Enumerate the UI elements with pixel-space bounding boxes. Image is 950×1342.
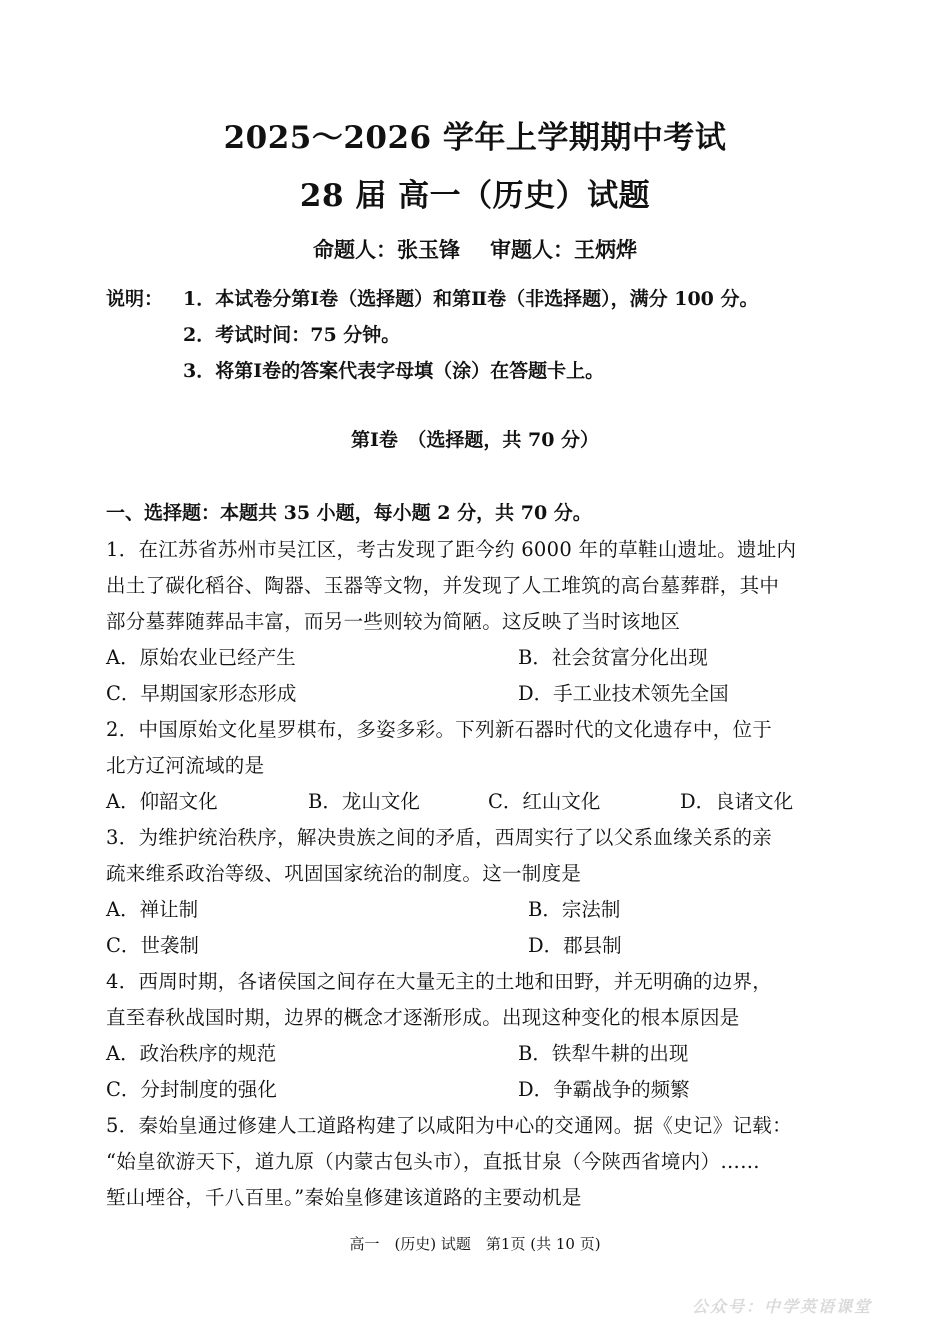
option-c: C．早期国家形态形成 bbox=[106, 682, 297, 705]
question-line: 1．在江苏省苏州市吴江区，考古发现了距今约 6000 年的草鞋山遗址。遗址内 bbox=[106, 538, 797, 561]
instructions-label: 说明： bbox=[106, 288, 164, 310]
option-b: B．龙山文化 bbox=[308, 790, 420, 813]
part-title: 一、选择题：本题共 35 小题，每小题 2 分，共 70 分。 bbox=[106, 502, 592, 524]
question-line: 5．秦始皇通过修建人工道路构建了以咸阳为中心的交通网。据《史记》记载： bbox=[106, 1114, 792, 1137]
instruction-item: 3．将第Ⅰ卷的答案代表字母填（涂）在答题卡上。 bbox=[183, 360, 605, 382]
option-c: C．分封制度的强化 bbox=[106, 1078, 277, 1101]
watermark: 公众号：中学英语课堂 bbox=[691, 1297, 872, 1316]
section-title: 第Ⅰ卷 （选择题，共 70 分） bbox=[350, 429, 600, 451]
page-footer: 高一 (历史) 试题 第1页 (共 10 页) bbox=[349, 1235, 601, 1253]
option-a: A．政治秩序的规范 bbox=[106, 1042, 277, 1065]
option-c: C．世袭制 bbox=[106, 934, 199, 957]
question-line: 2．中国原始文化星罗棋布，多姿多彩。下列新石器时代的文化遗存中，位于 bbox=[106, 718, 773, 741]
question-line: 部分墓葬随葬品丰富，而另一些则较为简陋。这反映了当时该地区 bbox=[106, 610, 681, 633]
option-d: D．争霸战争的频繁 bbox=[518, 1078, 690, 1101]
option-c: C．红山文化 bbox=[488, 790, 601, 813]
option-b: B．宗法制 bbox=[528, 898, 621, 921]
option-b: B．铁犁牛耕的出现 bbox=[518, 1042, 689, 1065]
reviewer: 审题人：王炳烨 bbox=[490, 237, 637, 262]
option-a: A．仰韶文化 bbox=[106, 790, 218, 813]
option-d: D．良诸文化 bbox=[680, 790, 794, 813]
option-a: A．原始农业已经产生 bbox=[106, 646, 296, 669]
question-line: 堑山堙谷，千八百里。”秦始皇修建该道路的主要动机是 bbox=[106, 1186, 582, 1209]
exam-title: 2025～2026 学年上学期期中考试 bbox=[223, 120, 727, 156]
instruction-item: 2．考试时间：75 分钟。 bbox=[183, 324, 401, 346]
instruction-item: 1．本试卷分第Ⅰ卷（选择题）和第Ⅱ卷（非选择题），满分 100 分。 bbox=[183, 288, 759, 310]
question-line: 疏来维系政治等级、巩固国家统治的制度。这一制度是 bbox=[106, 862, 582, 885]
option-a: A．禅让制 bbox=[106, 898, 199, 921]
authors-line bbox=[0, 234, 950, 264]
question-line: 出土了碳化稻谷、陶器、玉器等文物，并发现了人工堆筑的高台墓葬群，其中 bbox=[106, 574, 780, 597]
option-d: D．郡县制 bbox=[528, 934, 622, 957]
option-d: D．手工业技术领先全国 bbox=[518, 682, 729, 705]
setter: 命题人：张玉锋 bbox=[313, 237, 460, 262]
question-line: 北方辽河流域的是 bbox=[106, 754, 265, 777]
question-line: 4．西周时期，各诸侯国之间存在大量无主的土地和田野，并无明确的边界， bbox=[106, 970, 773, 993]
exam-subtitle: 28 届 高一（历史）试题 bbox=[299, 178, 651, 214]
question-line: 直至春秋战国时期，边界的概念才逐渐形成。出现这种变化的根本原因是 bbox=[106, 1006, 740, 1029]
question-line: 3．为维护统治秩序，解决贵族之间的矛盾，西周实行了以父系血缘关系的亲 bbox=[106, 826, 773, 849]
question-line: “始皇欲游天下，道九原（内蒙古包头市），直抵甘泉（今陕西省境内）…… bbox=[106, 1150, 760, 1173]
option-b: B．社会贫富分化出现 bbox=[518, 646, 708, 669]
